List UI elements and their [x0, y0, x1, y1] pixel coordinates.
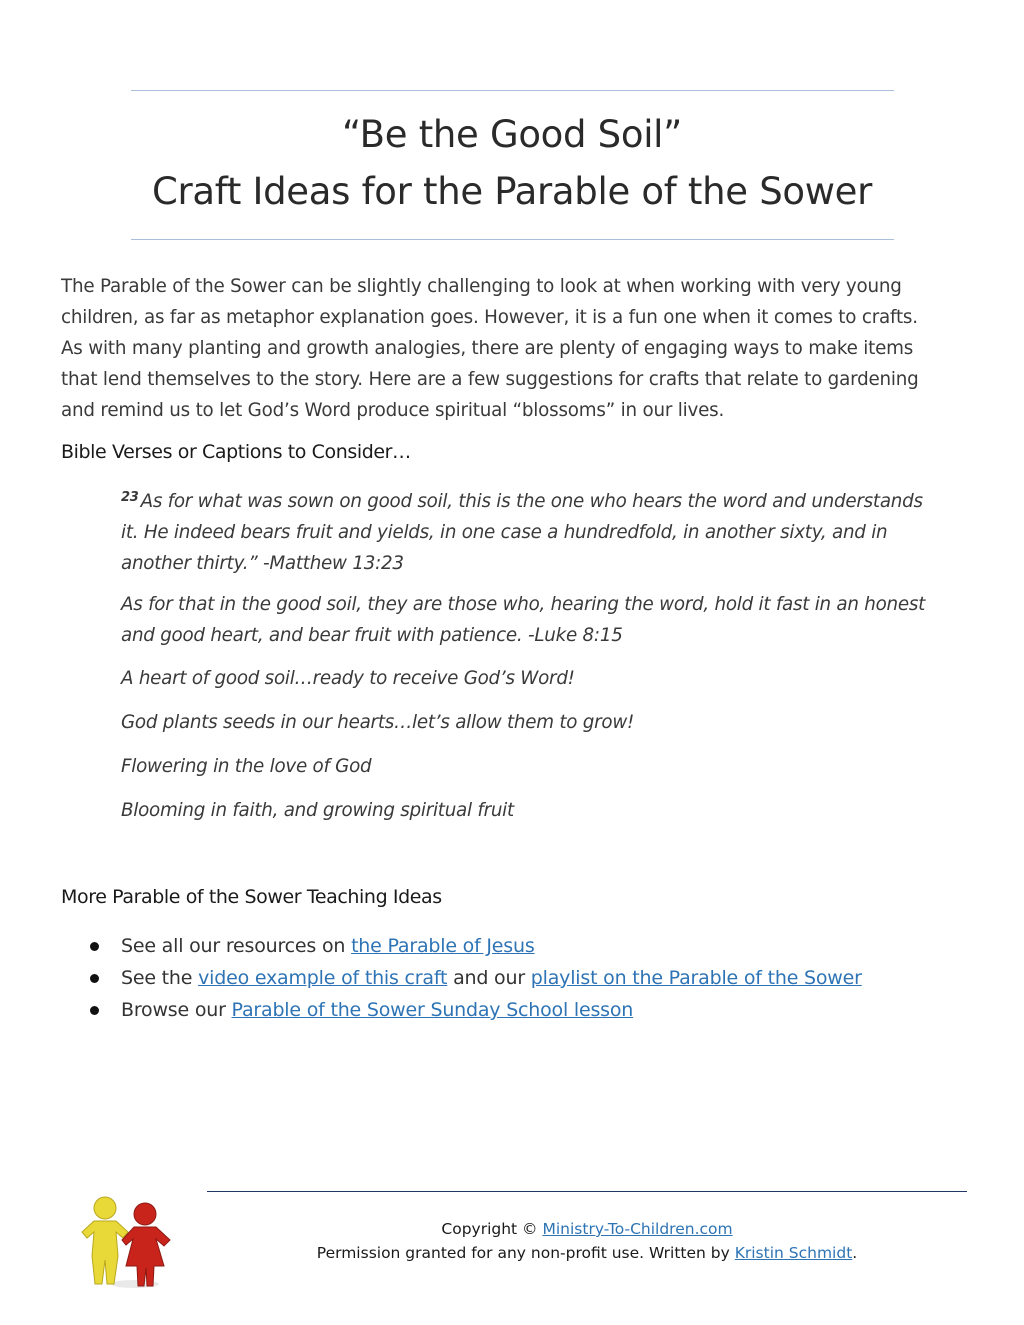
title-bottom-rule — [131, 239, 894, 240]
footer-period: . — [852, 1244, 858, 1262]
copyright-line — [207, 1217, 967, 1241]
author-link[interactable]: Kristin Schmidt — [734, 1244, 853, 1262]
caption-item: Blooming in faith, and growing spiritual fruit — [121, 800, 514, 821]
verse-line — [121, 482, 981, 517]
verse-line: and good heart, and bear fruit with patience. -Luke 8:15 — [121, 625, 623, 646]
bullet-icon — [90, 942, 99, 951]
permission-text: Permission granted for any non-profit use. Written by — [316, 1244, 735, 1262]
footer-rule — [207, 1191, 967, 1192]
verse-line: it. He indeed bears fruit and yields, in one case a hundredfold, in another sixty, and in — [121, 522, 888, 543]
verse-text: As for what was sown on good soil, this is the one who hears the word and understands — [140, 491, 923, 512]
verse-luke — [121, 589, 981, 651]
sunday-school-lesson-link[interactable]: Parable of the Sower Sunday School lesson — [231, 999, 634, 1021]
caption-item: A heart of good soil…ready to receive God’s Word! — [121, 668, 575, 689]
bullet-icon — [90, 974, 99, 983]
caption-item: Flowering in the love of God — [121, 756, 372, 777]
list-item-text: See the — [121, 967, 199, 989]
footer — [207, 1217, 967, 1265]
parable-of-jesus-link[interactable]: the Parable of Jesus — [351, 935, 535, 957]
permission-line — [207, 1241, 967, 1265]
list-item — [90, 994, 862, 1026]
caption-item: God plants seeds in our hearts…let’s allow them to grow! — [121, 712, 635, 733]
list-item — [90, 962, 862, 994]
intro-paragraph — [61, 271, 966, 426]
intro-line: and remind us to let God’s Word produce spiritual “blossoms” in our lives. — [61, 400, 725, 421]
intro-line: that lend themselves to the story. Here are a few suggestions for crafts that relate to gardening — [61, 369, 919, 390]
verse-matthew — [121, 482, 981, 579]
bullet-icon — [90, 1006, 99, 1015]
playlist-link[interactable]: playlist on the Parable of the Sower — [530, 967, 862, 989]
red-doll-icon — [122, 1203, 170, 1286]
intro-line: The Parable of the Sower can be slightly challenging to look at when working with very young — [61, 276, 902, 297]
verse-line: As for that in the good soil, they are those who, hearing the word, hold it fast in an honest — [121, 594, 926, 615]
title-top-rule — [131, 90, 894, 91]
intro-line: children, as far as metaphor explanation goes. However, it is a fun one when it comes to crafts. — [61, 307, 918, 328]
verses-heading: Bible Verses or Captions to Consider… — [61, 441, 411, 463]
teaching-ideas-list — [90, 930, 862, 1026]
verse-line: another thirty.” -Matthew 13:23 — [121, 553, 404, 574]
page-subtitle: Craft Ideas for the Parable of the Sower — [151, 170, 873, 213]
list-item-text: and our — [447, 967, 531, 989]
paper-dolls-logo-icon — [60, 1190, 190, 1290]
list-item-text: See all our resources on — [121, 935, 352, 957]
list-item-text: Browse our — [121, 999, 232, 1021]
page-title: “Be the Good Soil” — [341, 113, 683, 156]
copyright-text: Copyright © — [441, 1220, 543, 1238]
list-item — [90, 930, 862, 962]
intro-line: As with many planting and growth analogies, there are plenty of engaging ways to make items — [61, 338, 914, 359]
more-ideas-heading: More Parable of the Sower Teaching Ideas — [61, 886, 442, 908]
ministry-to-children-link[interactable]: Ministry-To-Children.com — [542, 1220, 733, 1238]
verse-number: 23 — [121, 490, 139, 505]
video-example-link[interactable]: video example of this craft — [198, 967, 448, 989]
